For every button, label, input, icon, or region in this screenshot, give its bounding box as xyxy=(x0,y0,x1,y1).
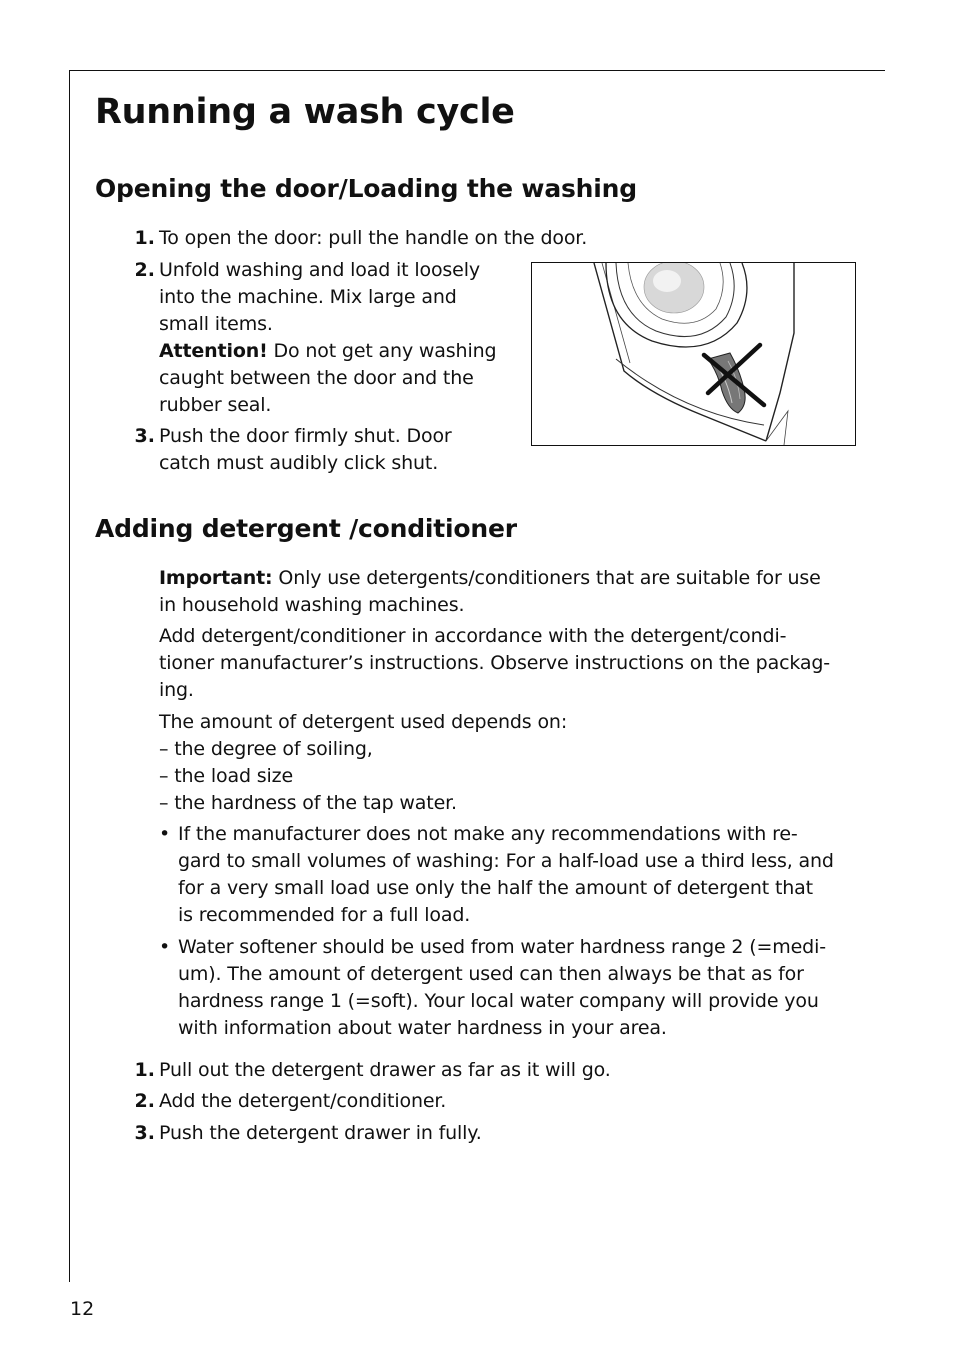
bullet-text: If the manufacturer does not make any recommendations with re- xyxy=(178,823,798,845)
step-text: Pull out the detergent drawer as far as it will go. xyxy=(159,1059,611,1081)
attention-text: rubber seal. xyxy=(159,394,272,416)
bullet-icon: • xyxy=(159,823,171,845)
section-heading-adding-detergent: Adding detergent /conditioner xyxy=(95,514,517,543)
step-number: 3. xyxy=(134,425,155,447)
step-text: small items. xyxy=(159,313,273,335)
step-number: 2. xyxy=(134,259,155,281)
paragraph-line: The amount of detergent used depends on: xyxy=(159,711,568,733)
step-number: 1. xyxy=(134,227,155,249)
step-text: into the machine. Mix large and xyxy=(159,286,457,308)
step-text: Add the detergent/conditioner. xyxy=(159,1090,447,1112)
step-number: 3. xyxy=(134,1122,155,1144)
attention-label: Attention! xyxy=(159,340,268,362)
attention-line xyxy=(159,338,496,365)
bullet-text: hardness range 1 (=soft). Your local water company will provide you xyxy=(178,990,819,1012)
bullet-text: gard to small volumes of washing: For a half-load use a third less, and xyxy=(178,850,834,872)
bullet-icon: • xyxy=(159,936,171,958)
important-text: Only use detergents/conditioners that are suitable for use xyxy=(272,567,821,589)
step-number: 1. xyxy=(134,1059,155,1081)
step-text: Unfold washing and load it loosely xyxy=(159,259,480,281)
top-rule xyxy=(69,70,885,71)
dash-item: – the load size xyxy=(159,765,293,787)
page-number: 12 xyxy=(70,1298,95,1320)
left-rule xyxy=(69,70,70,1282)
section-heading-opening-door: Opening the door/Loading the washing xyxy=(95,174,637,203)
paragraph-line: tioner manufacturer’s instructions. Observe instructions on the packag- xyxy=(159,652,831,674)
attention-text: caught between the door and the xyxy=(159,367,474,389)
bullet-text: with information about water hardness in your area. xyxy=(178,1017,667,1039)
paragraph-line: Add detergent/conditioner in accordance with the detergent/condi- xyxy=(159,625,787,647)
dash-item: – the hardness of the tap water. xyxy=(159,792,457,814)
step-text: Push the door firmly shut. Door xyxy=(159,425,452,447)
page-title: Running a wash cycle xyxy=(95,92,515,132)
bullet-text: Water softener should be used from water hardness range 2 (=medi- xyxy=(178,936,826,958)
step-number: 2. xyxy=(134,1090,155,1112)
step-text: catch must audibly click shut. xyxy=(159,452,439,474)
step-text: Push the detergent drawer in fully. xyxy=(159,1122,482,1144)
dash-item: – the degree of soiling, xyxy=(159,738,373,760)
important-line xyxy=(159,565,821,592)
washing-machine-door-illustration xyxy=(531,262,856,446)
step-text: To open the door: pull the handle on the door. xyxy=(159,227,588,249)
bullet-text: for a very small load use only the half the amount of detergent that xyxy=(178,877,813,899)
bullet-text: is recommended for a full load. xyxy=(178,904,471,926)
paragraph-line: ing. xyxy=(159,679,194,701)
attention-text: Do not get any washing xyxy=(267,340,497,362)
door-seal-warning-drawing xyxy=(532,263,855,445)
important-label: Important: xyxy=(159,567,273,589)
bullet-text: um). The amount of detergent used can then always be that as for xyxy=(178,963,804,985)
important-text: in household washing machines. xyxy=(159,594,465,616)
